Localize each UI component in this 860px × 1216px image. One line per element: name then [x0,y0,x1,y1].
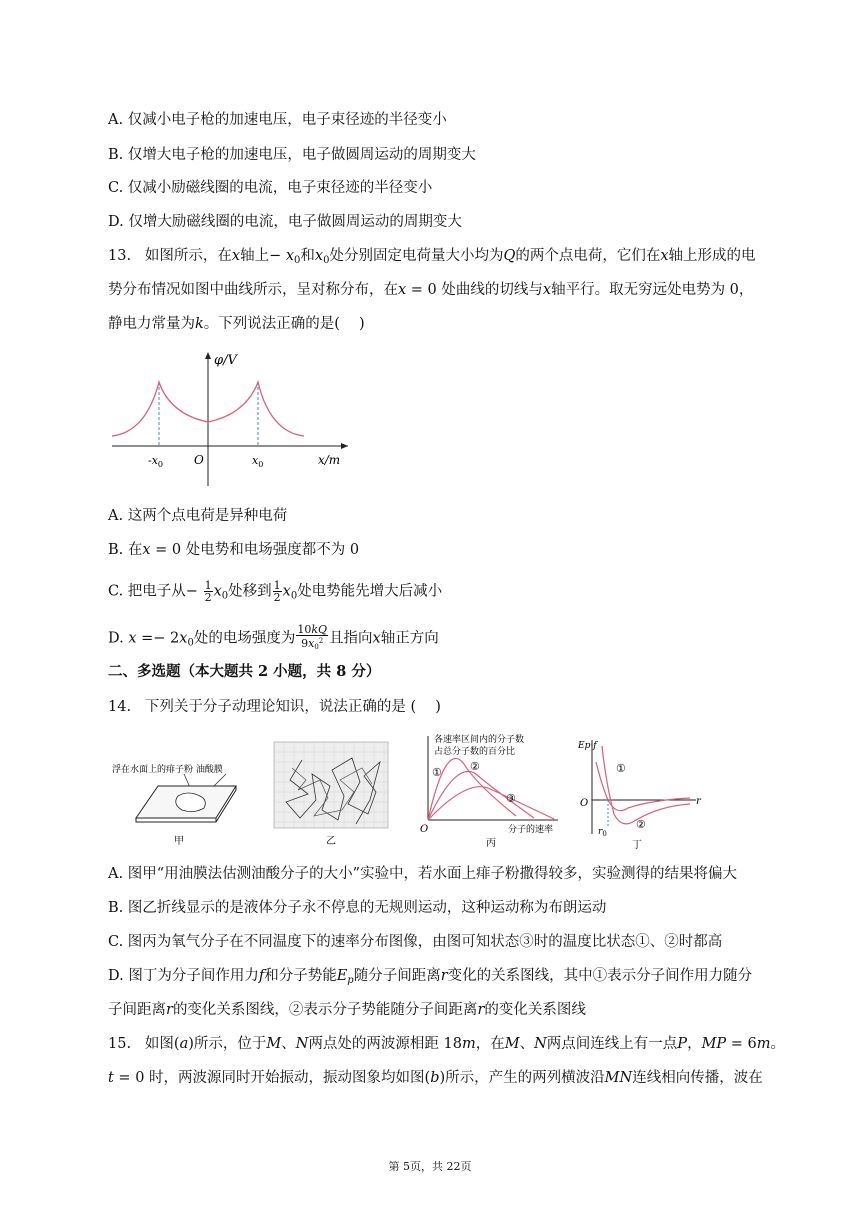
q12-option-c: C. 仅减小励磁线圈的电流，电子束径迹的半径变小 [108,180,433,196]
q12-option-d: D. 仅增大励磁线圈的电流，电子做圆周运动的周期变大 [108,214,462,230]
figure-yi [272,740,392,852]
r0-label: $r_0$ [598,827,607,838]
section-heading: 二、多选题（本大题共 2 小题，共 8 分） [108,663,381,680]
ding-ylabel: Ep·f [578,741,597,751]
bing-ylabel2: 占总分子数的百分比 [434,747,516,757]
q15-stem-line2: t = 0 时，两波源同时开始振动，振动图象均如图(b)所示，产生的两列横波沿MN连线相向传播，波在 [108,1070,763,1086]
x-axis-arrow [341,443,348,449]
label-2: ② [470,760,480,773]
neg-x0-label: $-x_0$ [148,454,164,469]
ding-label-2: ② [636,818,646,831]
question-number: 15. [108,1036,132,1052]
q12-option-b: B. 仅增大电子枪的加速电压，电子做圆周运动的周期变大 [108,147,476,163]
yi-caption: 乙 [326,836,336,847]
figure-bing [418,730,563,852]
potential-energy-curve [602,746,690,824]
curve-2 [428,771,534,820]
ding-origin: O [580,798,589,809]
q13-option-c: C. 把电子从− $\frac{1}{2}$ $x_0$处移到 $\frac{1}{2}$ $x_0$处电势能先增大后减小 [108,579,443,604]
q13-option-b: B. 在x = 0 处电势和电场强度都不为 0 [108,542,360,558]
bing-origin: O [420,824,429,835]
ding-xlabel: r [696,796,701,807]
q14-option-a: A. 图甲“用油膜法估测油酸分子的大小”实验中，若水面上痱子粉撒得较多，实验测得的结果将偏大 [108,866,738,882]
question-number: 13. [108,248,132,264]
q13-stem-line1: 13. 如图所示，在x轴上− $x_0$和$x_0$处分别固定电荷量大小均为Q的两个点电荷，它们在x轴上形成的电 [108,248,756,266]
q14-stem: 14. 下列关于分子动理论知识，说法正确的是 ( ) [108,699,441,715]
q14-option-d-line1: D. 图丁为分子间作用力f和分子势能$E_p$随分子间距离r变化的关系图线，其中①表示分子间作用力随分 [108,968,753,986]
curve-3 [428,787,554,820]
force-curve [596,762,690,811]
y-axis-arrow [205,352,211,359]
jia-caption: 甲 [174,836,184,847]
ding-caption: 丁 [632,840,642,851]
figure-ding [572,734,712,852]
q14-option-b: B. 图乙折线显示的是液体分子永不停息的无规则运动，这种运动称为布朗运动 [108,900,607,916]
question-number: 14. [108,699,132,715]
q13-stem-line2: 势分布情况如图中曲线所示，呈对称分布，在x = 0 处曲线的切线与x轴平行。取无穷远处电势为 0， [108,282,754,298]
y-label: φ/V [214,353,237,368]
q14-option-d-line2: 子间距离r的变化关系图线，②表示分子势能随分子间距离r的变化关系图线 [108,1002,586,1018]
label-3: ③ [506,792,516,805]
page-footer: 第 5页，共 22页 [388,1160,472,1173]
potential-graph [108,348,358,493]
q13-option-d: D. $x =- 2x_0$处的电场强度为 $\frac{10kQ}{9x0^2}$ 且指向x轴正方向 [108,623,439,651]
bing-xlabel: 分子的速率 [508,825,554,835]
bing-caption: 丙 [486,838,496,849]
origin-label: O [194,453,204,467]
figure-jia [108,752,258,852]
x0-label: $x_0$ [252,454,264,469]
ding-label-1: ① [616,762,626,775]
bing-ylabel1: 各速率区间内的分子数 [434,735,525,745]
x-label: x/m [318,453,341,467]
q13-stem-line3: 静电力常量为k。下列说法正确的是( ) [108,316,365,332]
q13-option-a: A. 这两个点电荷是异种电荷 [108,508,288,524]
label-1: ① [432,766,442,779]
jia-label: 浮在水面上的痱子粉 油酸膜 [112,765,223,775]
q14-option-c: C. 图丙为氧气分子在不同温度下的速率分布图像，由图可知状态③时的温度比状态①、②时都高 [108,934,723,950]
q12-option-a: A. 仅减小电子枪的加速电压，电子束径迹的半径变小 [108,112,447,128]
q15-stem-line1: 15. 如图(a)所示，位于M、N两点处的两波源相距 18m，在M、N两点间连线上有一点P，MP = 6m。 [108,1036,786,1052]
